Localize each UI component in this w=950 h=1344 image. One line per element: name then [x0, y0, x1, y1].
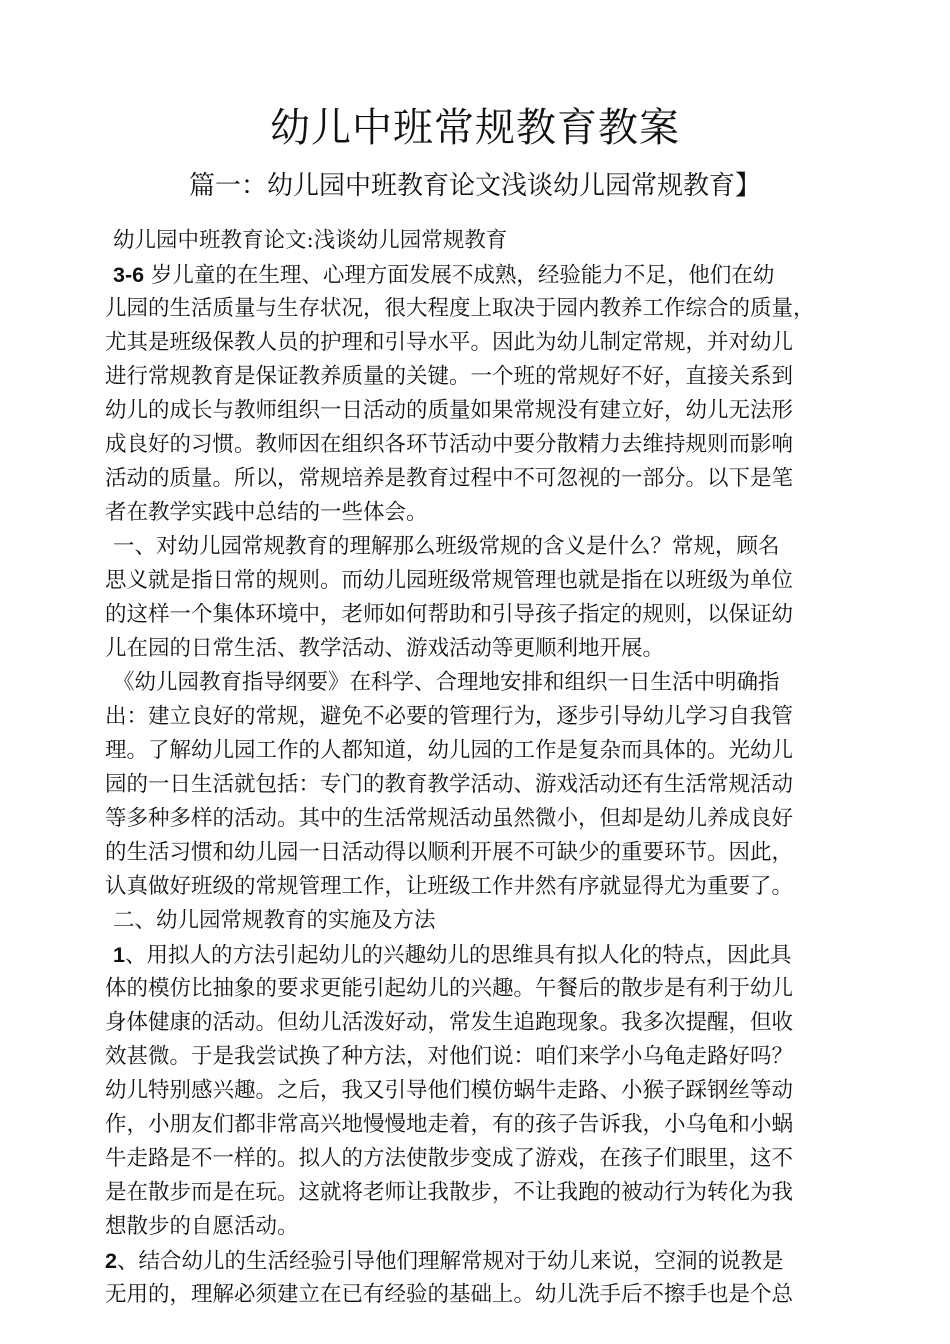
- line-text: 《幼儿园教育指导纲要》在科学、合理地安排和组织一日生活中明确指: [113, 670, 780, 695]
- text-line: [105, 972, 867, 1006]
- text-line: [105, 1244, 867, 1278]
- document-title: 幼儿中班常规教育教案: [270, 105, 680, 151]
- line-text: 无用的，理解必须建立在已有经验的基础上。幼儿洗手后不擦手也是个总: [105, 1282, 794, 1307]
- text-line: [105, 1040, 867, 1074]
- line-text: 体的模仿比抽象的要求更能引起幼儿的兴趣。午餐后的散步是有利于幼儿: [105, 976, 794, 1001]
- line-text: 、用拟人的方法引起幼儿的兴趣幼儿的思维具有拟人化的特点，因此具: [124, 943, 792, 968]
- text-line: [105, 1074, 867, 1108]
- line-text: 作，小朋友们都非常高兴地慢慢地走着，有的孩子告诉我，小乌龟和小蜗: [105, 1112, 794, 1137]
- text-line: [105, 598, 867, 632]
- paragraph: [105, 530, 867, 666]
- line-text: 思义就是指日常的规则。而幼儿园班级常规管理也就是指在以班级为单位: [105, 568, 794, 593]
- line-text: 岁儿童的在生理、心理方面发展不成熟，经验能力不足，他们在幼: [144, 263, 775, 288]
- text-line: [105, 938, 867, 972]
- line-text: 儿园的生活质量与生存状况，很大程度上取决于园内教养工作综合的质量，: [105, 296, 815, 321]
- text-line: [105, 1176, 867, 1210]
- line-text: 认真做好班级的常规管理工作，让班级工作井然有序就显得尤为重要了。: [105, 874, 794, 899]
- line-text: 等多种多样的活动。其中的生活常规活动虽然微小，但却是幼儿养成良好: [105, 806, 794, 831]
- line-text: 一、对幼儿园常规教育的理解那么班级常规的含义是什么？常规，顾名: [113, 534, 780, 559]
- line-text: 出：建立良好的常规，避免不必要的管理行为，逐步引导幼儿学习自我管: [105, 704, 794, 729]
- line-text: 想散步的自愿活动。: [105, 1214, 299, 1239]
- text-line: [105, 1108, 867, 1142]
- line-text: 身体健康的活动。但幼儿活泼好动，常发生追跑现象。我多次提醒，但收: [105, 1010, 794, 1035]
- line-text: 幼儿的成长与教师组织一日活动的质量如果常规没有建立好，幼儿无法形: [105, 398, 794, 423]
- paragraph: [105, 904, 867, 938]
- text-line: [105, 530, 867, 564]
- paragraph: [105, 258, 867, 530]
- line-text: 尤其是班级保教人员的护理和引导水平。因此为幼儿制定常规，并对幼儿: [105, 330, 794, 355]
- line-text: 效甚微。于是我尝试换了种方法，对他们说：咱们来学小乌龟走路好吗？: [105, 1044, 794, 1069]
- line-text: 的这样一个集体环境中，老师如何帮助和引导孩子指定的规则，以保证幼: [105, 602, 794, 627]
- text-line: [105, 258, 867, 292]
- text-line: [105, 1142, 867, 1176]
- text-line: [105, 1278, 867, 1312]
- text-line: [105, 462, 867, 496]
- paragraph: [105, 1244, 867, 1312]
- paragraph: [105, 938, 867, 1244]
- document-body: [105, 224, 867, 1312]
- line-text: 牛走路是不一样的。拟人的方法使散步变成了游戏，在孩子们眼里，这不: [105, 1146, 794, 1171]
- text-line: [105, 802, 867, 836]
- line-text: 成良好的习惯。教师因在组织各环节活动中要分散精力去维持规则而影响: [105, 432, 794, 457]
- text-line: [105, 700, 867, 734]
- line-text: 的生活习惯和幼儿园一日活动得以顺利开展不可缺少的重要环节。因此，: [105, 840, 794, 865]
- text-line: [105, 768, 867, 802]
- text-line: [105, 224, 867, 258]
- text-line: [105, 292, 867, 326]
- line-text: 园的一日生活就包括：专门的教育教学活动、游戏活动还有生活常规活动: [105, 772, 794, 797]
- text-line: [105, 326, 867, 360]
- text-line: [105, 632, 867, 666]
- line-text: 是在散步而是在玩。这就将老师让我散步，不让我跑的被动行为转化为我: [105, 1180, 794, 1205]
- text-line: [105, 1006, 867, 1040]
- paragraph: [105, 224, 867, 258]
- text-line: [105, 904, 867, 938]
- line-text: 二、幼儿园常规教育的实施及方法: [113, 908, 436, 933]
- section-number: 3-6: [113, 263, 145, 287]
- line-text: 活动的质量。所以，常规培养是教育过程中不可忽视的一部分。以下是笔: [105, 466, 794, 491]
- text-line: [105, 428, 867, 462]
- document-subtitle: 篇一：幼儿园中班教育论文浅谈幼儿园常规教育】: [188, 171, 761, 201]
- section-number: 1: [113, 943, 125, 967]
- text-line: [105, 734, 867, 768]
- line-text: 幼儿特别感兴趣。之后，我又引导他们模仿蜗牛走路、小猴子踩钢丝等动: [105, 1078, 794, 1103]
- text-line: [105, 394, 867, 428]
- text-line: [105, 666, 867, 700]
- line-text: 者在教学实践中总结的一些体会。: [105, 500, 428, 525]
- line-text: 进行常规教育是保证教养质量的关键。一个班的常规好不好，直接关系到: [105, 364, 794, 389]
- text-line: [105, 870, 867, 904]
- line-text: 幼儿园中班教育论文:浅谈幼儿园常规教育: [113, 228, 508, 253]
- text-line: [105, 564, 867, 598]
- line-text: 理。了解幼儿园工作的人都知道，幼儿园的工作是复杂而具体的。光幼儿: [105, 738, 794, 763]
- text-line: [105, 836, 867, 870]
- line-text: 儿在园的日常生活、教学活动、游戏活动等更顺利地开展。: [105, 636, 665, 661]
- paragraph: [105, 666, 867, 904]
- text-line: [105, 360, 867, 394]
- line-text: 、结合幼儿的生活经验引导他们理解常规对于幼儿来说，空洞的说教是: [116, 1249, 784, 1274]
- text-line: [105, 496, 867, 530]
- section-number: 2: [105, 1249, 117, 1273]
- text-line: [105, 1210, 867, 1244]
